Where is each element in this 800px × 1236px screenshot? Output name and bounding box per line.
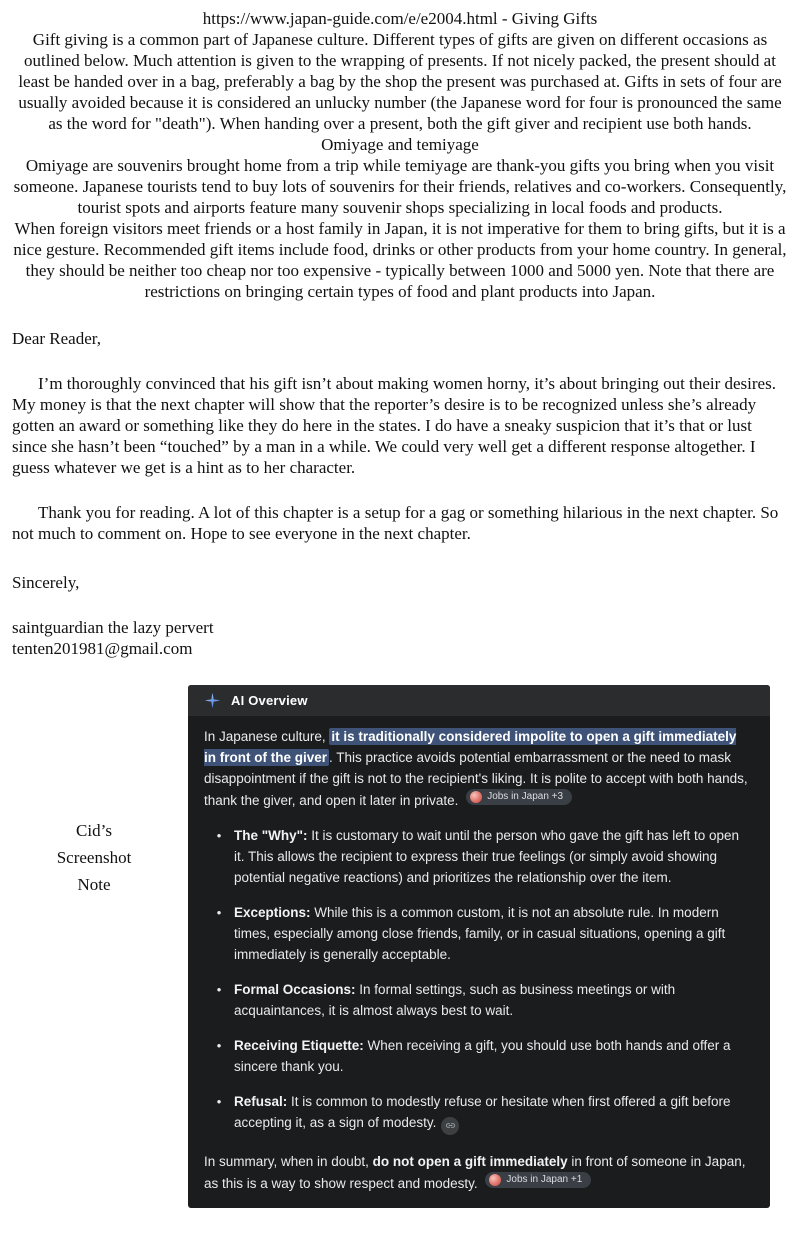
document-top-section — [0, 0, 800, 302]
letter-paragraph-1: I’m thoroughly convinced that his gift isn’t about making women horny, it’s about bringing out their desires. My money is that the next chapter will show that the reporter’s desire is to be recognized unless she’s already gotten an award or something like they do here in the states. I do have a sneaky suspicion that it’s that or lust since she hasn’t been “touched” by a man in a while. We could very well get a different response altogether. I guess whatever we get is a hint as to her character. — [12, 374, 776, 477]
bullet-label: Exceptions: — [234, 905, 311, 920]
highlighted-text: it is traditionally considered impolite to open a gift immediately in front of the giver — [204, 729, 737, 765]
section-heading: Omiyage and temiyage — [321, 135, 479, 154]
ai-overview-title: AI Overview — [231, 693, 308, 708]
ai-summary-paragraph — [204, 1151, 752, 1194]
ai-overview-header — [188, 685, 770, 716]
bullet-body: It is common to modestly refuse or hesitate when first offered a gift before accepting it, as a sign of modesty. — [234, 1094, 731, 1130]
page-title: https://www.japan-guide.com/e/e2004.html - Giving Gifts — [202, 9, 598, 28]
bullet-dot: • — [216, 982, 222, 997]
screenshot-note-label — [0, 685, 188, 898]
summary-text-pre: In summary, when in doubt, — [204, 1153, 373, 1169]
bullet-dot: • — [216, 1038, 222, 1053]
source-chip-label: Jobs in Japan +1 — [506, 1173, 583, 1185]
bullet-body: While this is a common custom, it is not an absolute rule. In modern times, especially among close friends, family, or in casual situations, opening a gift immediately is generally acceptable. — [234, 905, 726, 962]
visitors-paragraph: When foreign visitors meet friends or a host family in Japan, it is not imperative for them to bring gifts, but it is a nice gesture. Recommended gift items include food, drinks or other products from your home country. In general, they should be neither too cheap nor too expensive - typically between 1000 and 5000 yen. Note that there are restrictions on bringing certain types of food and plant products into Japan. — [13, 219, 787, 301]
intro-text-pre: In Japanese culture, — [204, 729, 330, 744]
ai-intro-paragraph — [204, 726, 752, 811]
summary-text-post: in front of someone in Japan, as this is a way to show respect and modesty. — [204, 1153, 746, 1191]
signature-name: saintguardian the lazy pervert — [12, 618, 214, 637]
bullet-dot: • — [216, 905, 222, 920]
bullet-item-why — [204, 825, 752, 888]
signature-email: tenten201981@gmail.com — [12, 639, 193, 658]
intro-text-post: . This practice avoids potential embarrassment or the need to mask disappointment if the gift is not to the recipient's liking. It is polite to accept with both hands, thank the giver, and open it later in private. — [204, 750, 748, 808]
note-label-line-2: Screenshot — [56, 848, 132, 867]
letter-paragraph-2: Thank you for reading. A lot of this chapter is a setup for a gag or something hilarious in the next chapter. So not much to comment on. Hope to see everyone in the next chapter. — [12, 503, 779, 543]
gemini-sparkle-icon — [204, 692, 221, 709]
omiyage-paragraph: Omiyage are souvenirs brought home from a trip while temiyage are thank-you gifts you bring when you visit someone. Japanese tourists tend to buy lots of souvenirs for their friends, relatives and co-workers. Consequently, tourist spots and airports feature many souvenir shops specializing in local foods and products. — [13, 156, 787, 217]
citation-link-icon[interactable] — [441, 1117, 459, 1135]
signature-block — [12, 617, 786, 659]
bullet-body: In formal settings, such as business meetings or with acquaintances, it is almost always best to wait. — [234, 982, 676, 1018]
bullet-label: Receiving Etiquette: — [234, 1038, 364, 1053]
source-favicon — [489, 1174, 501, 1186]
bullet-body: It is customary to wait until the person who gave the gift has left to open it. This allows the recipient to express their true feelings (or simply avoid showing potential negative reactions) and prioritizes the relationship over the item. — [234, 828, 740, 885]
note-label-line-1: Cid’s — [76, 821, 112, 840]
screenshot-row — [0, 685, 800, 1208]
source-chip-jobs-in-japan-3[interactable] — [466, 789, 572, 805]
bullet-body: When receiving a gift, you should use both hands and offer a sincere thank you. — [234, 1038, 731, 1074]
note-label-line-3: Note — [77, 875, 111, 894]
letter-section — [0, 328, 800, 659]
source-chip-jobs-in-japan-1[interactable] — [485, 1172, 591, 1188]
source-favicon — [470, 791, 482, 803]
ai-overview-screenshot — [188, 685, 770, 1208]
bullet-label: Formal Occasions: — [234, 982, 356, 997]
intro-paragraph: Gift giving is a common part of Japanese culture. Different types of gifts are given on different occasions as outlined below. Much attention is given to the wrapping of presents. If not nicely packed, the present should at least be handed over in a bag, preferably a bag by the shop the present was purchased at. Gifts in sets of four are usually avoided because it is considered an unlucky number (the Japanese word for four is pronounced the same as the word for "death"). When handing over a present, both the gift giver and recipient use both hands. — [18, 30, 782, 133]
letter-salutation: Dear Reader, — [12, 329, 101, 348]
letter-closing: Sincerely, — [12, 573, 80, 592]
summary-bold-text: do not open a gift immediately — [372, 1153, 568, 1169]
bullet-label: Refusal: — [234, 1094, 288, 1109]
bullet-item-refusal — [204, 1091, 752, 1135]
bullet-item-formal-occasions — [204, 979, 752, 1021]
bullet-dot: • — [216, 828, 222, 843]
bullet-item-receiving-etiquette — [204, 1035, 752, 1077]
bullet-label: The "Why": — [234, 828, 308, 843]
ai-overview-content — [188, 716, 770, 1208]
source-chip-label: Jobs in Japan +3 — [487, 791, 564, 802]
bullet-dot: • — [216, 1094, 222, 1109]
bullet-item-exceptions — [204, 902, 752, 965]
